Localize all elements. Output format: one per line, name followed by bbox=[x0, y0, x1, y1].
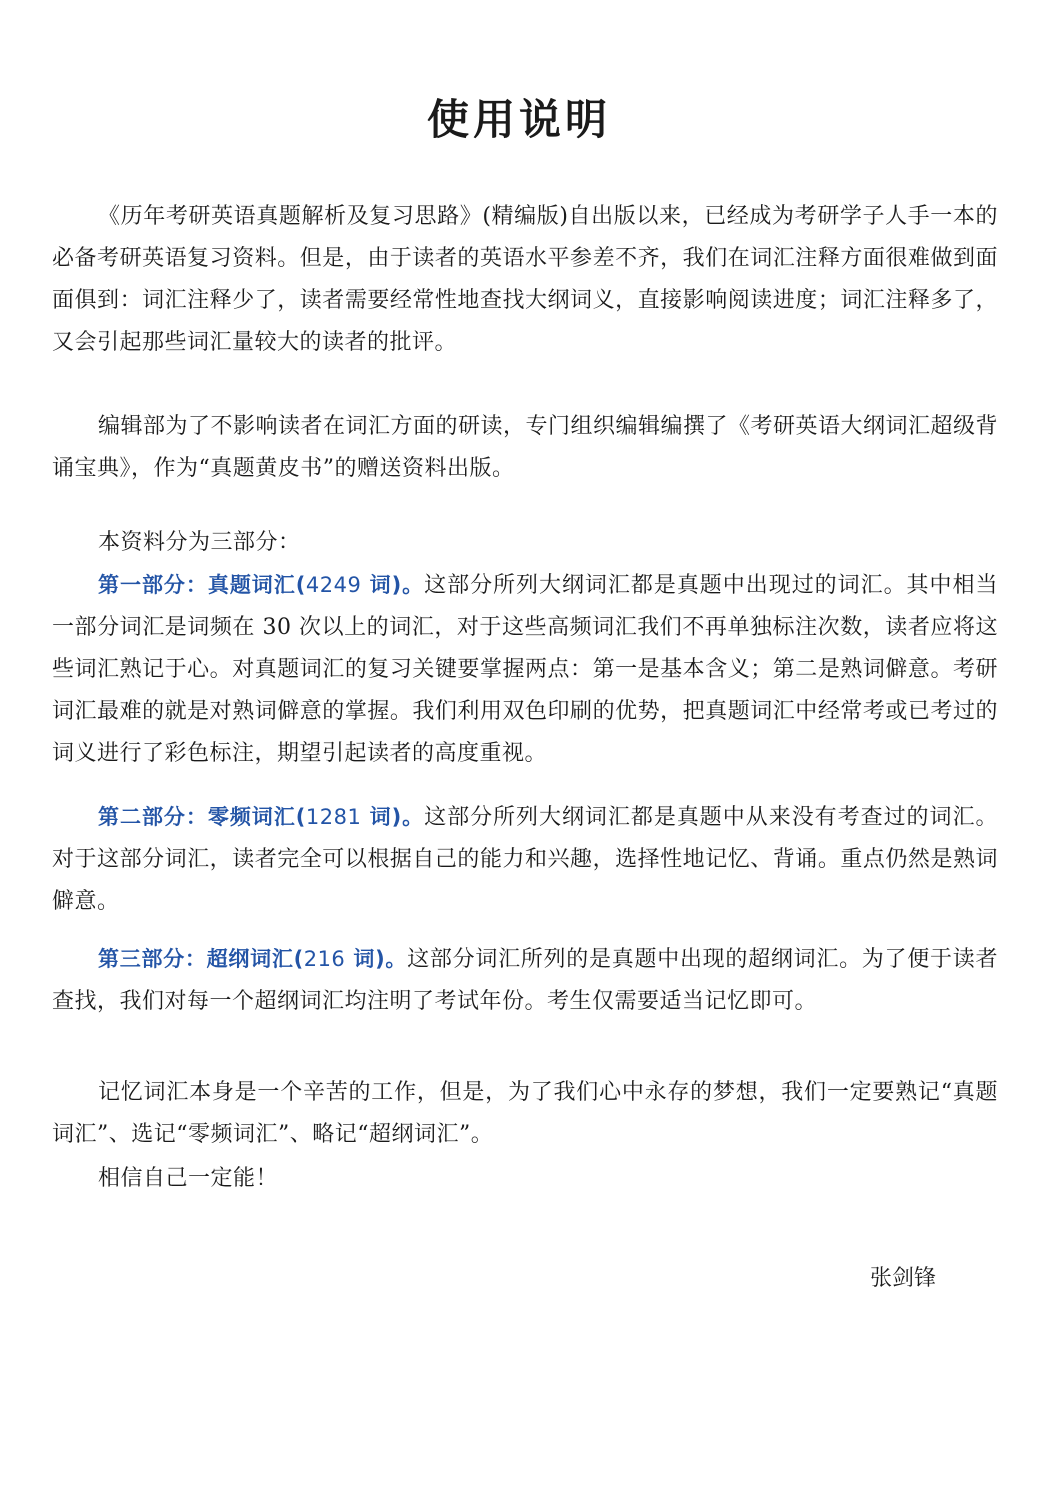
section-1-label: 第一部分：真题词汇( bbox=[98, 573, 306, 597]
section-2-heading bbox=[98, 805, 424, 829]
motto-text: 相信自己一定能！ bbox=[98, 1166, 279, 1191]
section-1-text: 这部分所列大纲词汇都是真题中出现过的词汇。其中相当一部分词汇是词频在 30 次以上的词汇，对于这些高频词汇我们不再单独标注次数，读者应将这些词汇熟记于心。对真题词汇的复习关键要掌握两点：第一是基本含义；第二是熟词僻意。考研词汇最难的就是对熟词僻意的掌握。我们利用双色印刷的优势，把真题词汇中经常考或已考过的词义进行了彩色标注，期望引起读者的高度重视。 bbox=[52, 573, 998, 766]
section-2-text: 这部分所列大纲词汇都是真题中从来没有考查过的词汇。对于这部分词汇，读者完全可以根据自己的能力和兴趣，选择性地记忆、背诵。重点仍然是熟词僻意。 bbox=[52, 805, 998, 914]
section-3-heading bbox=[98, 947, 407, 971]
motto-paragraph bbox=[52, 1158, 998, 1200]
section-3-text: 这部分词汇所列的是真题中出现的超纲词汇。为了便于读者查找，我们对每一个超纲词汇均注明了考试年份。考生仅需要适当记忆即可。 bbox=[52, 947, 998, 1014]
editorial-text: 编辑部为了不影响读者在词汇方面的研读，专门组织编辑编撰了《考研英语大纲词汇超级背诵宝典》，作为“真题黄皮书”的赠送资料出版。 bbox=[52, 414, 999, 481]
section-3-unit: 词)。 bbox=[345, 947, 408, 971]
section-1-heading bbox=[98, 573, 424, 597]
section-2-unit: 词)。 bbox=[361, 805, 425, 829]
section-3-label: 第三部分：超纲词汇( bbox=[98, 947, 304, 971]
closing-text: 记忆词汇本身是一个辛苦的工作，但是，为了我们心中永存的梦想，我们一定要熟记“真题词汇”、选记“零频词汇”、略记“超纲词汇”。 bbox=[52, 1080, 998, 1147]
section-2-label: 第二部分：零频词汇( bbox=[98, 805, 306, 829]
intro-text: 《历年考研英语真题解析及复习思路》(精编版)自出版以来，已经成为考研学子人手一本的必备考研英语复习资料。但是，由于读者的英语水平参差不齐，我们在词汇注释方面很难做到面面俱到：词汇注释少了，读者需要经常性地查找大纲词义，直接影响阅读进度；词汇注释多了，又会引起那些词汇量较大的读者的批评。 bbox=[52, 204, 998, 355]
section-1-unit: 词)。 bbox=[361, 573, 425, 597]
author-signature: 张剑锋 bbox=[870, 1266, 937, 1291]
closing-paragraph bbox=[52, 1072, 998, 1156]
section-3-paragraph bbox=[52, 938, 998, 1023]
structure-intro-paragraph bbox=[52, 522, 998, 564]
editorial-paragraph bbox=[52, 406, 998, 490]
section-1-paragraph bbox=[52, 564, 998, 775]
structure-intro-text: 本资料分为三部分： bbox=[98, 530, 301, 555]
intro-paragraph bbox=[52, 196, 998, 364]
section-2-count: 1281 bbox=[305, 805, 362, 829]
section-2-paragraph bbox=[52, 796, 998, 923]
section-3-count: 216 bbox=[303, 947, 346, 971]
page-title: 使用说明 bbox=[426, 95, 611, 144]
section-1-count: 4249 bbox=[305, 573, 362, 597]
